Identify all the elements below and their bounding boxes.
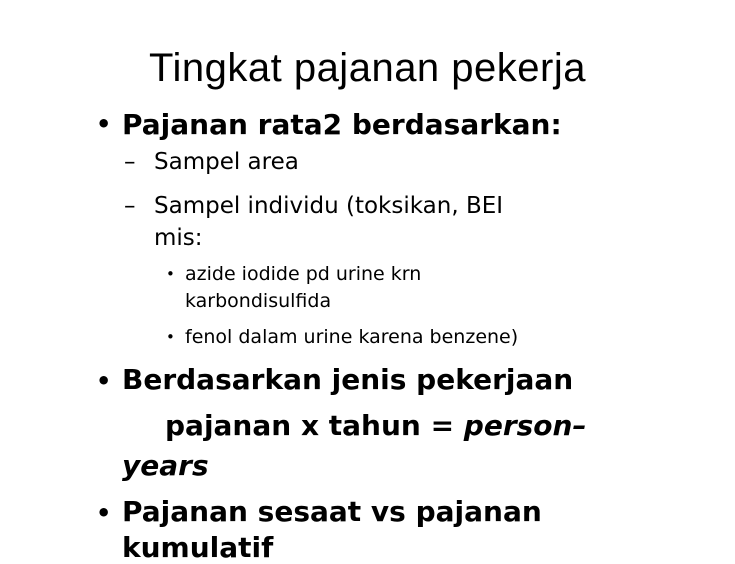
subsub-bullet-marker: •: [166, 328, 175, 346]
subsub-bullet-marker: •: [166, 265, 175, 283]
bullet-text-3: Pajanan sesaat vs pajanan: [122, 495, 542, 528]
bullet-text-2-continued-2: years: [122, 449, 209, 482]
subitem-2-continued: mis:: [154, 225, 203, 251]
subsubitem-1-continued: karbondisulfida: [185, 290, 332, 312]
subsubitem-1: azide iodide pd urine krn: [185, 263, 422, 285]
bullet-marker: •: [96, 499, 112, 527]
formula-italic: person–: [463, 409, 587, 442]
bullet-marker: •: [96, 110, 112, 138]
dash-marker: –: [124, 149, 136, 175]
dash-marker: –: [124, 193, 136, 219]
bullet-text-2-continued: [165, 409, 586, 442]
formula-text: pajanan x tahun =: [165, 409, 464, 442]
subitem-1: Sampel area: [154, 149, 299, 175]
bullet-text-2: Berdasarkan jenis pekerjaan: [122, 363, 574, 396]
slide-title: Tingkat pajanan pekerja: [149, 46, 586, 90]
bullet-text-3-continued: kumulatif: [122, 531, 274, 564]
subsubitem-2: fenol dalam urine karena benzene): [185, 326, 519, 348]
bullet-text-1: Pajanan rata2 berdasarkan:: [122, 108, 562, 141]
bullet-marker: •: [96, 367, 112, 395]
subitem-2: Sampel individu (toksikan, BEI: [154, 193, 504, 219]
